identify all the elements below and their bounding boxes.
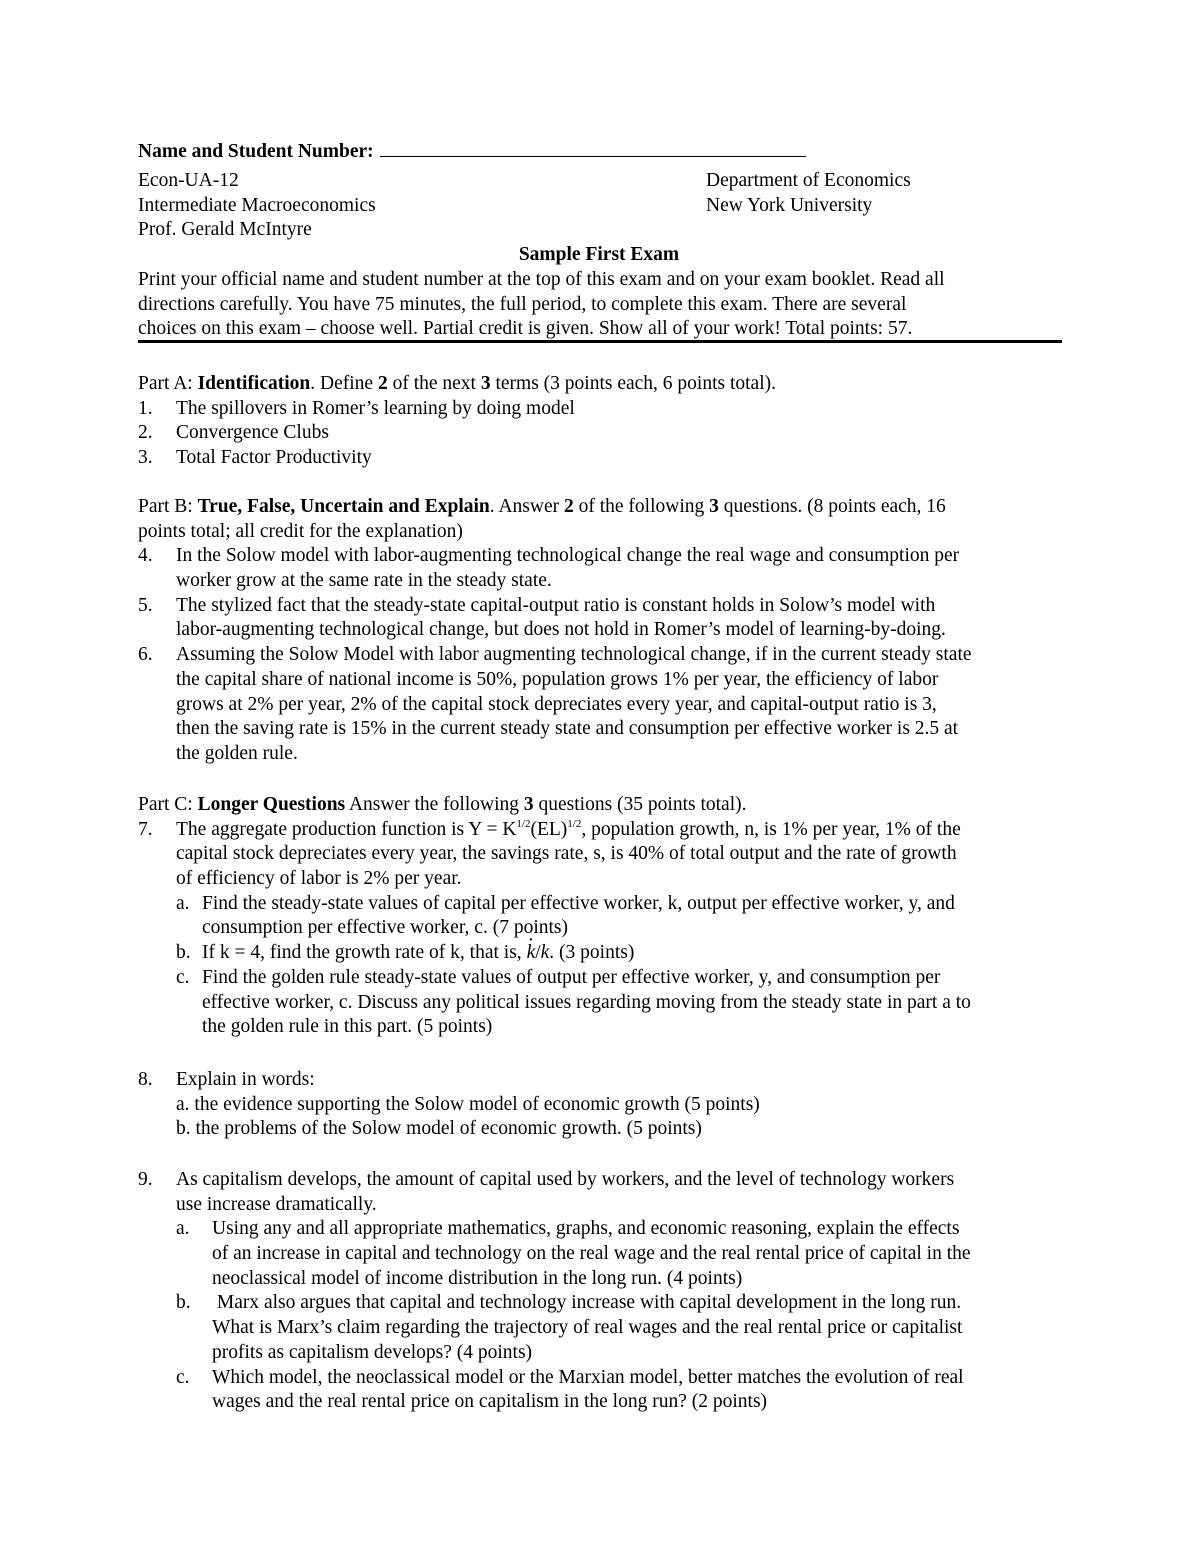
- question-7: [138, 818, 1060, 843]
- question-9c: [138, 1366, 1060, 1391]
- subpart-text: Find the golden rule steady-state values of output per effective worker, y, and consumption per: [202, 966, 941, 988]
- header-divider: [138, 340, 1062, 343]
- question-number: 5.: [138, 594, 153, 616]
- instruction-line: Print your official name and student number at the top of this exam and on your exam booklet. Read all: [138, 269, 945, 290]
- list-item: [138, 421, 1060, 446]
- subpart-text: Marx also argues that capital and technology increase with capital development in the long run.: [212, 1292, 962, 1314]
- subpart-letter: b.: [176, 1292, 191, 1314]
- question-text: The stylized fact that the steady-state capital-output ratio is constant holds in Solow’s model with: [176, 594, 936, 616]
- part-c-title: Longer Questions: [197, 794, 346, 815]
- question-7b: [138, 941, 1060, 966]
- part-c-count: 3: [523, 794, 534, 815]
- list-item: [138, 397, 1060, 422]
- item-number: 1.: [138, 397, 153, 419]
- part-c-heading: [138, 793, 1060, 818]
- instructions: [138, 268, 1060, 342]
- question-number: 9.: [138, 1169, 153, 1190]
- department-info: [706, 169, 1066, 218]
- question-8: [138, 1068, 1060, 1093]
- question-7c: [138, 966, 1060, 991]
- question-7c-cont: effective worker, c. Discuss any political issues regarding moving from the steady state in part a to: [202, 991, 971, 1013]
- k-symbol: k: [540, 942, 550, 964]
- department: Department of Economics: [706, 170, 911, 191]
- question-7a: [138, 892, 1060, 917]
- name-blank-line: [380, 138, 806, 157]
- item-text: Convergence Clubs: [176, 422, 329, 444]
- part-b-intro: . Answer: [489, 496, 564, 517]
- instruction-line: directions carefully. You have 75 minutes, the full period, to complete this exam. There are several: [138, 293, 907, 315]
- k-dot-symbol: k ·: [527, 942, 536, 963]
- part-a-heading: [138, 372, 1060, 397]
- question-9b-cont: profits as capitalism develops? (4 points): [212, 1341, 533, 1363]
- question-8b: b. the problems of the Solow model of economic growth. (5 points): [176, 1118, 702, 1140]
- part-a-title: Identification: [197, 373, 311, 394]
- question-9a-cont: neoclassical model of income distribution in the long run. (4 points): [212, 1267, 743, 1289]
- question-9b: [138, 1291, 1060, 1316]
- question-9b-cont: What is Marx’s claim regarding the trajectory of real wages and the real rental price or capitalist: [212, 1317, 963, 1339]
- question-text: The aggregate production function is Y = K: [176, 818, 517, 840]
- question-4: [138, 544, 1060, 569]
- part-a-total: 3: [480, 373, 491, 394]
- question-7-cont: of efficiency of labor is 2% per year.: [176, 868, 462, 890]
- part-a: [138, 372, 1060, 471]
- question-9c-cont: wages and the real rental price on capitalism in the long run? (2 points): [212, 1391, 768, 1413]
- question-9a-cont: of an increase in capital and technology on the real wage and the real rental price of capital in the: [212, 1243, 971, 1265]
- question-7a-cont: consumption per effective worker, c. (7 points): [202, 917, 568, 939]
- part-a-count: 2: [377, 373, 388, 394]
- subpart-letter: a.: [176, 1218, 190, 1240]
- question-number: 6.: [138, 644, 153, 666]
- list-item: [138, 446, 1060, 471]
- course-code: Econ-UA-12: [138, 170, 239, 191]
- item-text: The spillovers in Romer’s learning by doing model: [176, 397, 575, 419]
- question-text: Assuming the Solow Model with labor augmenting technological change, if in the current steady state: [176, 644, 972, 666]
- part-b-count: 2: [563, 496, 574, 517]
- question-5-cont: labor-augmenting technological change, but does not hold in Romer’s model of learning-by-doing.: [176, 619, 946, 641]
- question-8-block: [138, 1068, 1060, 1142]
- question-text: , population growth, n, is 1% per year, 1% of the: [581, 818, 961, 840]
- subpart-text: Using any and all appropriate mathematics, graphs, and economic reasoning, explain the effects: [212, 1218, 960, 1240]
- university: New York University: [706, 194, 873, 216]
- question-5: [138, 594, 1060, 619]
- question-text: As capitalism develops, the amount of capital used by workers, and the level of technology workers: [176, 1169, 955, 1190]
- question-8a: a. the evidence supporting the Solow model of economic growth (5 points): [176, 1093, 760, 1115]
- item-number: 2.: [138, 422, 153, 444]
- question-4-cont: worker grow at the same rate in the steady state.: [176, 570, 552, 592]
- question-text: (EL): [530, 818, 568, 840]
- subpart-letter: b.: [176, 942, 191, 964]
- question-number: 8.: [138, 1069, 153, 1090]
- part-b-total: 3: [709, 496, 719, 517]
- subpart-text: If k = 4, find the growth rate of k, that is,: [202, 942, 527, 964]
- question-6: [138, 643, 1060, 668]
- subpart-text: Which model, the neoclassical model or the Marxian model, better matches the evolution of real: [212, 1366, 964, 1388]
- part-c-prefix: Part C:: [138, 794, 198, 815]
- question-number: 7.: [138, 818, 153, 840]
- subpart-letter: c.: [176, 1366, 190, 1388]
- part-b-heading-cont: points total; all credit for the explanation): [138, 520, 463, 542]
- course-info: [138, 169, 638, 243]
- subpart-text: . (3 points): [549, 942, 635, 964]
- item-number: 3.: [138, 447, 153, 469]
- subpart-letter: a.: [176, 892, 190, 914]
- exam-title: Sample First Exam: [518, 244, 680, 265]
- exponent: 1/2: [567, 817, 582, 830]
- part-b-title: True, False, Uncertain and Explain: [197, 496, 490, 517]
- subpart-letter: c.: [176, 966, 190, 988]
- part-b: [138, 495, 1060, 767]
- question-6-cont: the golden rule.: [176, 742, 298, 764]
- question-text: In the Solow model with labor-augmenting technological change the real wage and consumption per: [176, 545, 960, 567]
- question-number: 4.: [138, 545, 153, 567]
- course-name: Intermediate Macroeconomics: [138, 194, 376, 216]
- part-c-intro: Answer the following: [345, 794, 524, 815]
- part-b-prefix: Part B:: [138, 496, 198, 517]
- question-6-cont: then the saving rate is 15% in the current steady state and consumption per effective worker is 2.5 at: [176, 718, 959, 740]
- name-field-row: [138, 138, 1060, 163]
- question-text: Explain in words:: [176, 1069, 315, 1090]
- part-a-intro: of the next: [387, 373, 481, 394]
- part-c-intro: questions (35 points total).: [533, 794, 747, 815]
- question-6-cont: grows at 2% per year, 2% of the capital stock depreciates every year, and capital-output ratio is 3,: [176, 693, 937, 715]
- part-a-intro: . Define: [310, 373, 378, 394]
- exponent: 1/2: [516, 817, 531, 830]
- name-label: Name and Student Number:: [138, 141, 374, 162]
- question-9-block: [138, 1168, 1060, 1415]
- question-9a: [138, 1217, 1060, 1242]
- part-a-intro: terms (3 points each, 6 points total).: [490, 373, 777, 394]
- item-text: Total Factor Productivity: [176, 447, 372, 469]
- question-7-cont: capital stock depreciates every year, the savings rate, s, is 40% of total output and the rate of growth: [176, 843, 957, 865]
- question-9-cont: use increase dramatically.: [176, 1193, 377, 1215]
- part-b-intro: questions. (8 points each, 16: [718, 496, 946, 517]
- question-7c-cont: the golden rule in this part. (5 points): [202, 1016, 493, 1038]
- question-6-cont: the capital share of national income is 50%, population grows 1% per year, the efficiency of labor: [176, 668, 939, 690]
- part-b-intro: of the following: [573, 496, 710, 517]
- question-9: [138, 1168, 1060, 1193]
- part-c: [138, 793, 1060, 1040]
- subpart-text: Find the steady-state values of capital per effective worker, k, output per effective worker, y, and: [202, 892, 955, 914]
- part-b-heading: [138, 495, 1060, 520]
- professor-name: Prof. Gerald McIntyre: [138, 219, 312, 241]
- slash-symbol: /: [535, 942, 541, 964]
- instruction-line: choices on this exam – choose well. Partial credit is given. Show all of your work! Total points: 57.: [138, 318, 913, 340]
- part-a-prefix: Part A:: [138, 373, 198, 394]
